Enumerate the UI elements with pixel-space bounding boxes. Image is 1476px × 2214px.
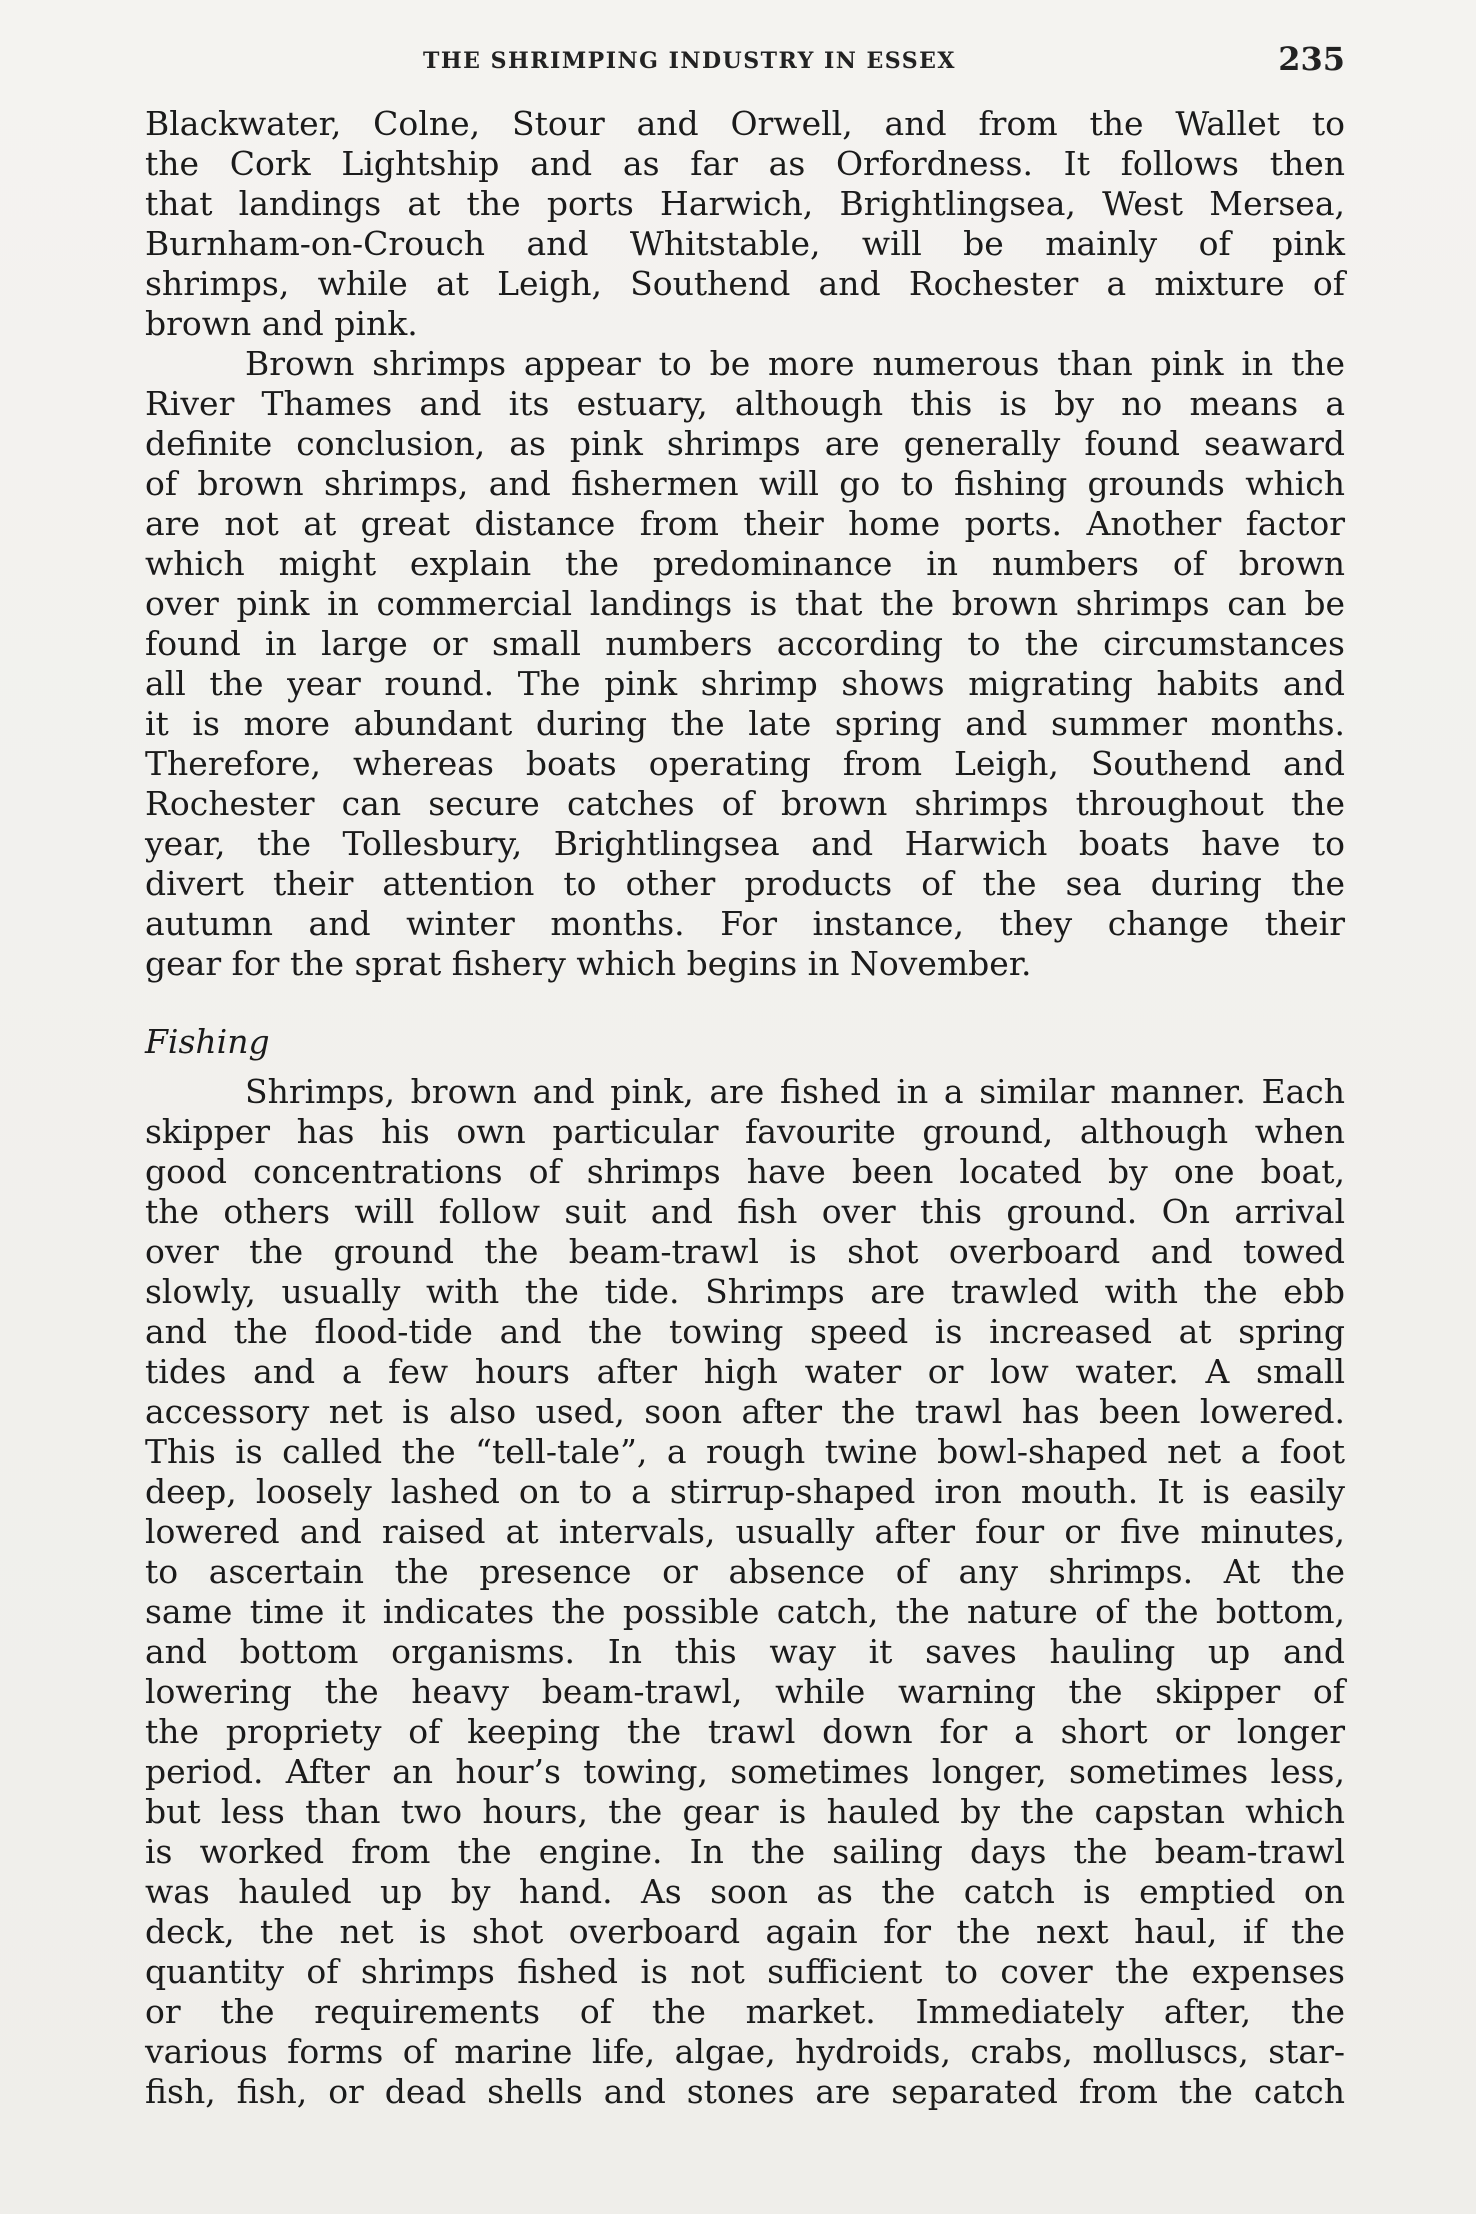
text-line: are not at great distance from their home ports. Another factor xyxy=(145,504,1345,543)
text-line: same time it indicates the possible catch, the nature of the bottom, xyxy=(145,1592,1345,1631)
text-line: which might explain the predominance in numbers of brown xyxy=(145,544,1345,583)
text-line: is worked from the engine. In the sailing days the beam-trawl xyxy=(145,1832,1345,1871)
text-line: tides and a few hours after high water or low water. A small xyxy=(145,1352,1345,1391)
text-line: all the year round. The pink shrimp shows migrating habits and xyxy=(145,664,1345,703)
text-line: the Cork Lightship and as far as Orfordness. It follows then xyxy=(145,144,1345,183)
text-line: gear for the sprat fishery which begins in November. xyxy=(145,944,1032,983)
text-line: Rochester can secure catches of brown shrimps throughout the xyxy=(145,784,1345,823)
text-line: it is more abundant during the late spring and summer months. xyxy=(145,704,1345,743)
text-line: to ascertain the presence or absence of any shrimps. At the xyxy=(145,1552,1345,1591)
text-line: deck, the net is shot overboard again for the next haul, if the xyxy=(145,1912,1345,1951)
text-line: lowered and raised at intervals, usually after four or five minutes, xyxy=(145,1512,1345,1551)
text-line: and the flood-tide and the towing speed is increased at spring xyxy=(145,1312,1345,1351)
section-gap xyxy=(145,984,1345,998)
text-line: but less than two hours, the gear is hauled by the capstan which xyxy=(145,1792,1345,1831)
text-line: autumn and winter months. For instance, they change their xyxy=(145,904,1345,943)
text-line: fish, fish, or dead shells and stones are separated from the catch xyxy=(145,2072,1345,2111)
text-line: of brown shrimps, and fishermen will go to fishing grounds which xyxy=(145,464,1345,503)
paragraph xyxy=(145,344,1345,984)
text-line: Burnham-on-Crouch and Whitstable, will be mainly of pink xyxy=(145,224,1345,263)
body-text xyxy=(145,104,1345,2112)
running-title: THE SHRIMPING INDUSTRY IN ESSEX xyxy=(423,48,956,74)
running-header xyxy=(145,40,1345,84)
text-line: over the ground the beam-trawl is shot overboard and towed xyxy=(145,1232,1345,1271)
text-line: This is called the “tell-tale”, a rough twine bowl-shaped net a foot xyxy=(145,1432,1345,1471)
text-line: was hauled up by hand. As soon as the catch is emptied on xyxy=(145,1872,1345,1911)
text-line: skipper has his own particular favourite ground, although when xyxy=(145,1112,1345,1151)
text-line: deep, loosely lashed on to a stirrup-shaped iron mouth. It is easily xyxy=(145,1472,1345,1511)
paragraph xyxy=(145,1072,1345,2112)
text-line: River Thames and its estuary, although this is by no means a xyxy=(145,384,1345,423)
text-line: brown and pink. xyxy=(145,304,418,343)
text-line: slowly, usually with the tide. Shrimps are trawled with the ebb xyxy=(145,1272,1345,1311)
text-line: that landings at the ports Harwich, Brightlingsea, West Mersea, xyxy=(145,184,1345,223)
section-heading: Fishing xyxy=(145,1022,270,1061)
text-line: quantity of shrimps fished is not sufficient to cover the expenses xyxy=(145,1952,1345,1991)
text-line: accessory net is also used, soon after the trawl has been lowered. xyxy=(145,1392,1345,1431)
text-line: the others will follow suit and fish over this ground. On arrival xyxy=(145,1192,1345,1231)
text-line: found in large or small numbers according to the circumstances xyxy=(145,624,1345,663)
text-line: Brown shrimps appear to be more numerous than pink in the xyxy=(245,344,1345,383)
text-line: shrimps, while at Leigh, Southend and Rochester a mixture of xyxy=(145,264,1345,303)
text-line: various forms of marine life, algae, hydroids, crabs, molluscs, star- xyxy=(145,2032,1345,2071)
text-line: and bottom organisms. In this way it saves hauling up and xyxy=(145,1632,1345,1671)
text-line: Shrimps, brown and pink, are fished in a similar manner. Each xyxy=(245,1072,1345,1111)
text-line: the propriety of keeping the trawl down for a short or longer xyxy=(145,1712,1345,1751)
text-line: good concentrations of shrimps have been located by one boat, xyxy=(145,1152,1345,1191)
text-line: over pink in commercial landings is that the brown shrimps can be xyxy=(145,584,1345,623)
text-line: Blackwater, Colne, Stour and Orwell, and from the Wallet to xyxy=(145,104,1345,143)
text-line: lowering the heavy beam-trawl, while warning the skipper of xyxy=(145,1672,1345,1711)
text-line: period. After an hour’s towing, sometimes longer, sometimes less, xyxy=(145,1752,1345,1791)
paragraph xyxy=(145,104,1345,344)
text-line: year, the Tollesbury, Brightlingsea and Harwich boats have to xyxy=(145,824,1345,863)
text-line: or the requirements of the market. Immediately after, the xyxy=(145,1992,1345,2031)
text-line: Therefore, whereas boats operating from Leigh, Southend and xyxy=(145,744,1345,783)
text-line: definite conclusion, as pink shrimps are generally found seaward xyxy=(145,424,1345,463)
text-line: divert their attention to other products of the sea during the xyxy=(145,864,1345,903)
page-number: 235 xyxy=(1278,40,1345,78)
